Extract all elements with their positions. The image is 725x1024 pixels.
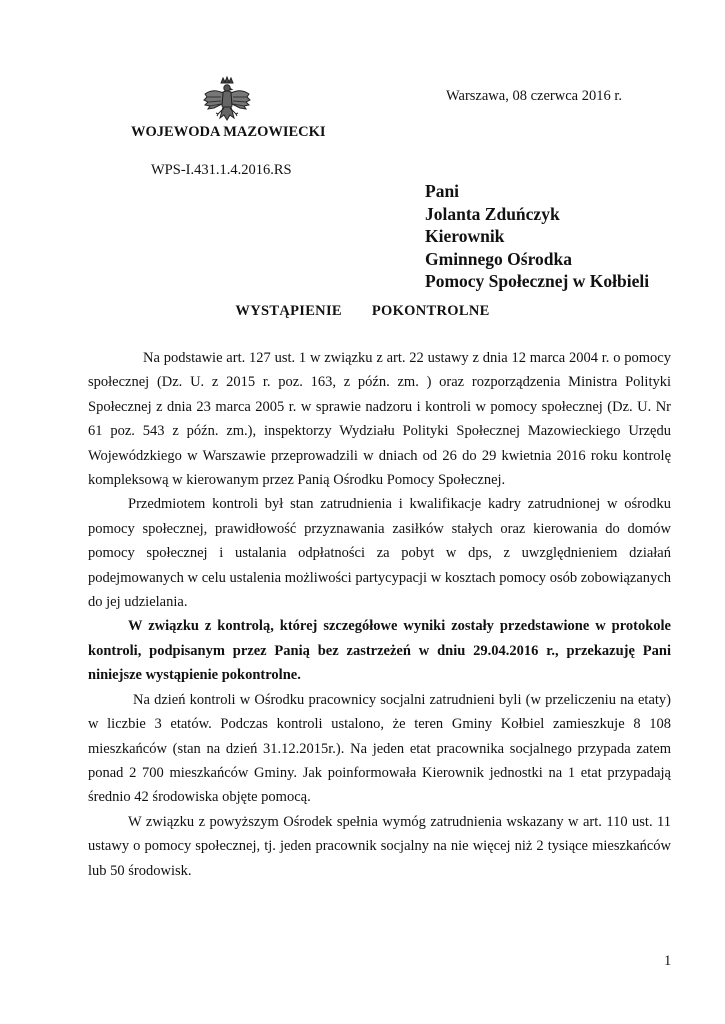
addressee-line: Gminnego Ośrodka [425, 248, 572, 269]
addressee-line: Pomocy Społecznej w Kołbieli [425, 271, 650, 291]
page-number: 1 [664, 953, 672, 969]
paragraph: Na podstawie art. 127 ust. 1 w związku z art. 22 ustawy z dnia 12 marca 2004 r. o pomocy społecznej (Dz. U. z 2015 r. poz. 163, z późn. zm. ) oraz rozporządzenia Ministra Polityki Społecznej z dnia 23 marca 2005 r. w sprawie nadzoru i kontroli w pomocy społecznej (Dz. U. Nr 61 poz. 543 z późn. zm.), inspektorzy Wydziału Polityki Społecznej Mazowieckiego Urzędu Wojewódzkiego w Warszawie przeprowadzili w dniach od 26 do 29 kwietnia 2016 roku kontrolę kompleksową w kierowanym przez Panią Ośrodku Pomocy Społecznej. [88, 350, 671, 489]
addressee-line: Jolanta Zduńczyk [425, 203, 560, 224]
paragraph: Na dzień kontroli w Ośrodku pracownicy socjalni zatrudnieni byli (w przeliczeniu na etaty) w liczbie 3 etatów. Podczas kontroli ustalono, że teren Gminy Kołbiel zamieszkuje 8 108 mieszkańców (stan na dzień 31.12.2015r.). Na jeden etat pracownika socjalnego przypada zatem ponad 2 700 mieszkańców Gminy. Jak poinformowała Kierownik jednostki na 1 etat przypadają średnio 42 środowiska objęte pomocą. [88, 691, 671, 806]
addressee-line: Pani [425, 181, 460, 201]
title-word: WYSTĄPIENIE [235, 303, 342, 319]
paragraph: W związku z powyższym Ośrodek spełnia wymóg zatrudnienia wskazany w art. 110 ust. 11 ustawy o pomocy społecznej, tj. jeden pracownik socjalny na nie więcej niż 2 tysiące mieszkańców lub 50 środowisk. [88, 813, 671, 879]
reference-number: WPS-I.431.1.4.2016.RS [151, 162, 292, 178]
addressee-block [425, 180, 649, 293]
paragraph-bold: W związku z kontrolą, której szczegółowe wyniki zostały przedstawione w protokole kontroli, podpisanym przez Panią bez zastrzeżeń w dniu 29.04.2016 r., przekazuję Pani niniejsze wystąpienie pokontrolne. [88, 618, 671, 684]
title-word: POKONTROLNE [371, 303, 490, 319]
document-title [0, 303, 725, 320]
issuer-name: WOJEWODA MAZOWIECKI [131, 124, 326, 140]
polish-eagle-emblem-icon [199, 74, 255, 130]
place-date: Warszawa, 08 czerwca 2016 r. [446, 88, 622, 104]
document-body [88, 346, 671, 883]
paragraph: Przedmiotem kontroli był stan zatrudnienia i kwalifikacje kadry zatrudnionej w ośrodku pomocy społecznej, prawidłowość przyznawania zasiłków stałych oraz kierowania do domów pomocy społecznej i ustalania odpłatności za pobyt w dps, z uwzględnieniem działań podejmowanych w celu ustalenia możliwości partycypacji w kosztach pomocy osób zobowiązanych do jej udzielania. [88, 496, 671, 611]
addressee-line: Kierownik [425, 226, 505, 246]
